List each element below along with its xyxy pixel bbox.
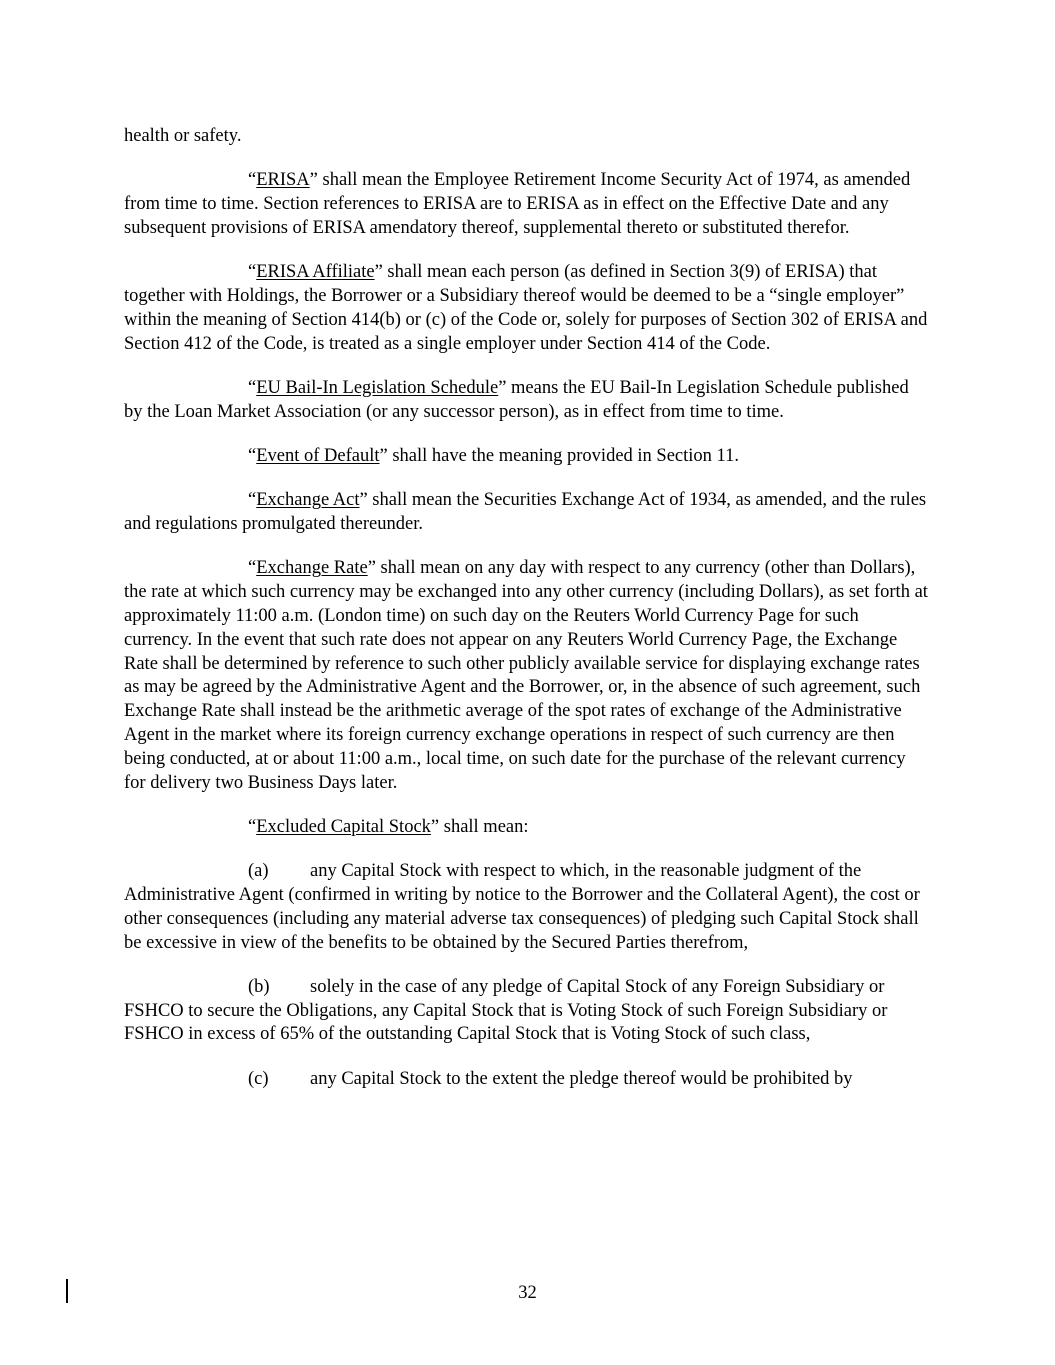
definition-excluded-capital-stock: “Excluded Capital Stock” shall mean: (248, 816, 529, 837)
definition-erisa: “ERISA” shall mean the Employee Retirement Income Security Act of 1974, as amended from time to time. Section references to ERISA are to ERISA as in effect on the Effective Date and any subsequent provisions of ERISA amendatory thereof, supplemental thereto or substituted therefor. (124, 170, 911, 238)
definition-event-of-default: “Event of Default” shall have the meaning provided in Section 11. (248, 445, 739, 466)
paragraph-health-or-safety: health or safety. (124, 126, 242, 146)
clause-label: (b) (248, 976, 270, 997)
clause-b: (b) solely in the case of any pledge of Capital Stock of any Foreign Subsidiary or FSHCO to secure the Obligations, any Capital Stock that is Voting Stock of such Foreign Subsidiary or FSHCO in excess of 65% of the outstanding Capital Stock that is Voting Stock of such class, (124, 976, 888, 1045)
clause-label: (a) (248, 861, 269, 882)
clause-label: (c) (248, 1068, 269, 1089)
defined-term: Event of Default (256, 445, 380, 466)
page-number: 32 (518, 1283, 537, 1303)
clause-c: (c) any Capital Stock to the extent the pledge thereof would be prohibited by (124, 1068, 929, 1092)
definition-exchange-rate: “Exchange Rate” shall mean on any day with respect to any currency (other than Dollars), the rate at which such currency may be exchanged into any other currency (including Dollars), as set forth at approximately 11:00 a.m. (London time) on such day on the Reuters World Currency Page for such currency. In the event that such rate does not appear on any Reuters World Currency Page, the Exchange Rate shall be determined by reference to such other publicly available service for displaying exchange rates as may be agreed by the Administrative Agent and the Borrower, or, in the absence of such agreement, such Exchange Rate shall instead be the arithmetic average of the spot rates of exchange of the Administrative Agent in the market where its foreign currency exchange operations in respect of such currency are then being conducted, at or about 11:00 a.m., local time, on such date for the purchase of the relevant currency for delivery two Business Days later. (124, 558, 928, 793)
defined-term: Exchange Rate (256, 558, 368, 579)
document-page (124, 125, 929, 1112)
definition-exchange-act: “Exchange Act” shall mean the Securities Exchange Act of 1934, as amended, and the rules and regulations promulgated thereunder. (124, 490, 927, 535)
defined-term: ERISA Affiliate (256, 262, 375, 283)
defined-term: Excluded Capital Stock (256, 816, 431, 837)
defined-term: ERISA (256, 170, 310, 191)
definition-eu-bail-in-schedule: “EU Bail-In Legislation Schedule” means the EU Bail-In Legislation Schedule published by the Loan Market Association (or any successor person), as in effect from time to time. (124, 377, 909, 422)
defined-term: Exchange Act (256, 490, 360, 511)
defined-term: EU Bail-In Legislation Schedule (256, 377, 499, 398)
definition-erisa-affiliate: “ERISA Affiliate” shall mean each person (as defined in Section 3(9) of ERISA) that together with Holdings, the Borrower or a Subsidiary thereof would be deemed to be a “single employer” within the meaning of Section 414(b) or (c) of the Code or, solely for purposes of Section 302 of ERISA and Section 412 of the Code, is treated as a single employer under Section 414 of the Code. (124, 262, 928, 354)
clause-a: (a) any Capital Stock with respect to which, in the reasonable judgment of the Administrative Agent (confirmed in writing by notice to the Borrower and the Collateral Agent), the cost or other consequences (including any material adverse tax consequences) of pledging such Capital Stock shall be excessive in view of the benefits to be obtained by the Secured Parties therefrom, (124, 861, 920, 953)
